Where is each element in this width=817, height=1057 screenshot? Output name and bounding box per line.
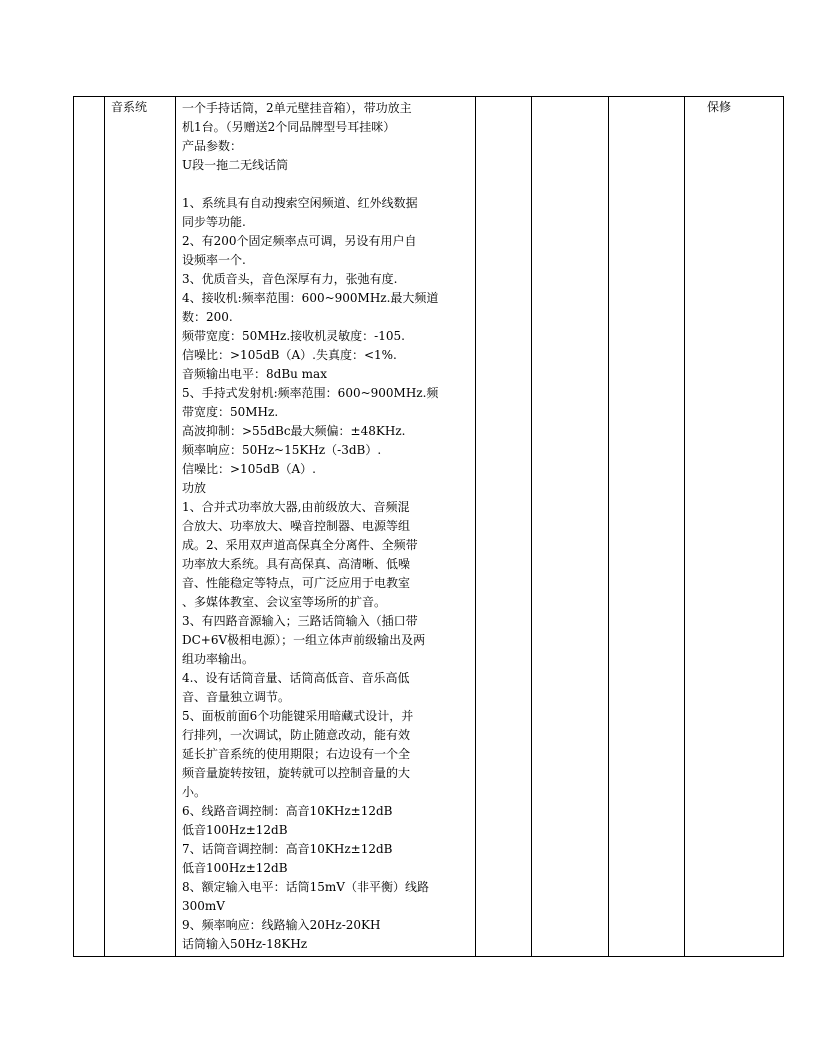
- description-line: 1、合并式功率放大器,由前级放大、音频混: [182, 500, 410, 514]
- description-line: 5、手持式发射机:频率范围：600~900MHz.频: [182, 386, 439, 400]
- description-line: 带宽度：50MHz.: [182, 405, 279, 419]
- description-line: 4.、设有话筒音量、话筒高低音、音乐高低: [182, 671, 410, 685]
- description-line: 频音量旋转按钮，旋转就可以控制音量的大: [182, 766, 411, 780]
- description-line: 、多媒体教室、会议室等场所的扩音。: [182, 595, 387, 609]
- description-line: U段一拖二无线话筒: [182, 158, 289, 172]
- description-line: 频率响应：50Hz~15KHz（-3dB）.: [182, 443, 382, 457]
- description-line: 7、话筒音调控制：高音10KHz±12dB: [182, 842, 393, 856]
- description-line: 功放: [182, 481, 207, 495]
- empty-cell-c: [609, 97, 685, 957]
- description-line: 8、额定输入电平：话筒15mV（非平衡）线路: [182, 880, 429, 894]
- spec-table: [73, 96, 784, 957]
- item-name-cell: 音系统: [105, 97, 176, 957]
- description-line: 产品参数：: [182, 139, 243, 153]
- description-line: 3、有四路音源输入；三路话筒输入（插口带: [182, 614, 418, 628]
- description-text: [182, 99, 469, 954]
- description-line: 信噪比：>105dB（A）.: [182, 462, 316, 476]
- description-line: [182, 175, 469, 194]
- description-line: DC+6V极相电源）；一组立体声前级输出及两: [182, 633, 426, 647]
- description-line: 音、性能稳定等特点，可广泛应用于电教室: [182, 576, 411, 590]
- description-line: 设频率一个.: [182, 253, 246, 267]
- description-line: 9、频率响应：线路输入20Hz-20KH: [182, 918, 381, 932]
- description-line: 5、面板前面6个功能键采用暗藏式设计，并: [182, 709, 414, 723]
- description-line: 成。2、采用双声道高保真全分离件、全频带: [182, 538, 418, 552]
- empty-cell-b: [532, 97, 609, 957]
- description-line: 小。: [182, 785, 207, 799]
- empty-cell-a: [476, 97, 532, 957]
- description-line: 行排列，一次调试，防止随意改动，能有效: [182, 728, 411, 742]
- remark-cell: 保修: [685, 97, 784, 957]
- description-line: 一个手持话筒，2单元壁挂音箱），带功放主: [182, 101, 412, 115]
- description-line: 音、音量独立调节。: [182, 690, 291, 704]
- description-line: 1、系统具有自动搜索空闲频道、红外线数据: [182, 196, 418, 210]
- description-line: 3、优质音头，音色深厚有力，张弛有度.: [182, 272, 398, 286]
- description-line: 6、线路音调控制：高音10KHz±12dB: [182, 804, 393, 818]
- description-line: 功率放大系统。具有高保真、高清晰、低噪: [182, 557, 411, 571]
- description-line: 机1台。（另赠送2个同品牌型号耳挂咪）: [182, 120, 396, 134]
- description-line: 同步等功能.: [182, 215, 246, 229]
- description-line: 4、接收机:频率范围：600~900MHz.最大频道: [182, 291, 439, 305]
- description-line: 低音100Hz±12dB: [182, 823, 288, 837]
- table-row: [74, 97, 784, 957]
- description-line: 数：200.: [182, 310, 233, 324]
- index-cell: [74, 97, 105, 957]
- description-line: 合放大、功率放大、噪音控制器、电源等组: [182, 519, 411, 533]
- description-line: 高波抑制：>55dBc最大频偏：±48KHz.: [182, 424, 406, 438]
- description-line: 频带宽度：50MHz.接收机灵敏度：-105.: [182, 329, 405, 343]
- description-line: 300mV: [182, 899, 225, 913]
- description-line: 音频输出电平：8dBu max: [182, 367, 327, 381]
- description-line: 信噪比：>105dB（A）.失真度：<1%.: [182, 348, 397, 362]
- description-line: 组功率输出。: [182, 652, 255, 666]
- description-cell: [176, 97, 476, 957]
- description-line: 2、有200个固定频率点可调，另设有用户自: [182, 234, 417, 248]
- description-line: 延长扩音系统的使用期限；右边设有一个全: [182, 747, 411, 761]
- description-line: 话筒输入50Hz-18KHz: [182, 937, 308, 951]
- description-line: 低音100Hz±12dB: [182, 861, 288, 875]
